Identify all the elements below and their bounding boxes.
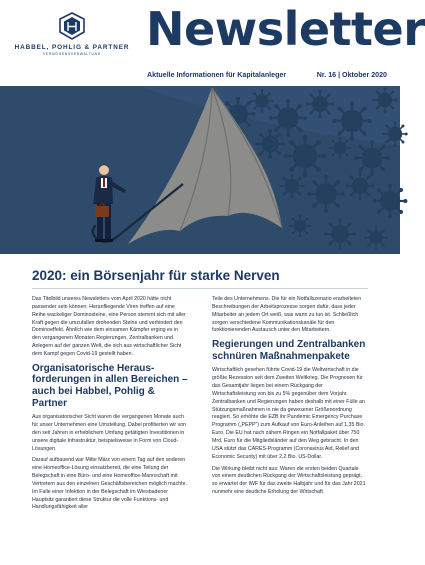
article-column-left bbox=[32, 296, 188, 516]
company-subtitle: VERMÖGENSVERWALTUNG bbox=[43, 52, 101, 56]
issue-number: Nr. 16 | Oktober 2020 bbox=[316, 71, 387, 79]
title-light: letter bbox=[283, 2, 425, 56]
paragraph: Teile des Unternehmens. Die für ein Notfallszenario erarbeiteten Beschreibungen der Arbeitsprozesse sorgen dafür, dass jeder Mitarbeiter an jedem Ort weiß, was wann zu tun ist. Schließlich sorgen verschiedene Kommunikationskanäle für den funktionierenden Austausch unter den Mitarbeitern. bbox=[212, 296, 362, 334]
company-logo bbox=[12, 12, 132, 56]
company-name: HABBEL, POHLIG & PARTNER bbox=[14, 44, 130, 51]
masthead-subtitle bbox=[147, 71, 387, 79]
paragraph: Die Wirkung bleibt nicht aus: Waren die ersten beiden Quartale von einem deutlichen Rückgang der Wirtschaftsleistung geprägt, so erwartet der IWF für das zweite Halbjahr und für das Jahr 2021 nunmehr eine deutliche Erholung der Wirtschaft. bbox=[212, 465, 366, 496]
paragraph: Darauf aufbauend war Mitte März von einem Tag auf den anderen eine Homeoffice-Lösung einsatzbereit, die eine Teilung der Belegschaft in eine Büro- und eine Homeoffice-Mannschaft mit Vertretern aus den einzelnen Geschäftsbereichen möglich machte. Im Falle einer Infektion in der Belegschaft im Wiesbadener Hauptsitz garantiert diese Struktur die volle Funktions- und Handlungsfähigkeit aller bbox=[32, 457, 187, 511]
paragraph: Das Titelbild unseres Newsletters vom April 2020 hätte nicht passender sein können: Heranfliegende Viren treffen auf eine Reihe wackeliger Dominosteine, eine Person stemmt sich mit aller Kraft gegen die umzufallen drohenden Steine und verhindert den Dominoeffekt. Ähnlich wie dem einsamen Kämpfer erging es in den vergangenen Monaten Regierungen, Zentralbanken und Anlegern auf der ganzen Welt, die sich aus wirtschaftlicher Sicht dem Kampf gegen Covid-19 gestellt haben. bbox=[32, 296, 186, 357]
headline-divider bbox=[32, 288, 368, 289]
section-heading: Regierungen und Zentralbanken schnüren Maßnahmenpakete bbox=[212, 339, 366, 362]
article-column-right bbox=[212, 296, 368, 501]
section-heading: Organisatorische Herausforderungen in allen Bereichen – auch bei Habbel, Pohlig & Partner bbox=[32, 362, 188, 409]
paragraph: Wirtschaftlich gesehen führte Covid-19 die Weltwirtschaft in die größte Rezession seit dem Zweiten Weltkrieg. Die Prognosen für das Gesamtjahr liegen bei einem Rückgang der Wirtschaftsleistung von bis zu 5% gegenüber dem Vorjahr. Zentralbanken und Regierungen haben deshalb mit einer Fülle an Stützungsmaßnahmen in nie da gewesener Größenordnung reagiert. So erhöhte die EZB ihr Pandemic Emergency Purchase Programm („PEPP“) zum Aufkauf von Euro-Anleihen auf 1,35 Bio. Euro. Die EU hat nach zähem Ringen ein Notfallpaket über 750 Mrd. Euro für die Mitgliedsländer auf den Weg gebracht. In den USA stützt das CARES-Programm (Coronavirus Aid, Relief and Economic Security) mit über 2,2 Bio. US-Dollar. bbox=[212, 367, 365, 460]
title-bold: News bbox=[146, 2, 284, 56]
hero-illustration bbox=[0, 86, 400, 254]
article-headline: 2020: ein Börsenjahr für starke Nerven bbox=[32, 268, 280, 283]
paragraph: Aus organisatorischer Sicht waren die vergangenen Monate auch für unser Unternehmen eine Umstellung. Dabei profitierten wir von den seit Jahren in erheblichem Umfang getätigten Investitionen in unsere digitale Infrastruktur, beispielsweise in Form von Cloud-Lösungen. bbox=[32, 414, 187, 452]
logo-emblem-icon bbox=[59, 12, 85, 40]
newsletter-title bbox=[146, 2, 425, 56]
masthead-tagline: Aktuelle Informationen für Kapitalanleger bbox=[147, 71, 287, 79]
